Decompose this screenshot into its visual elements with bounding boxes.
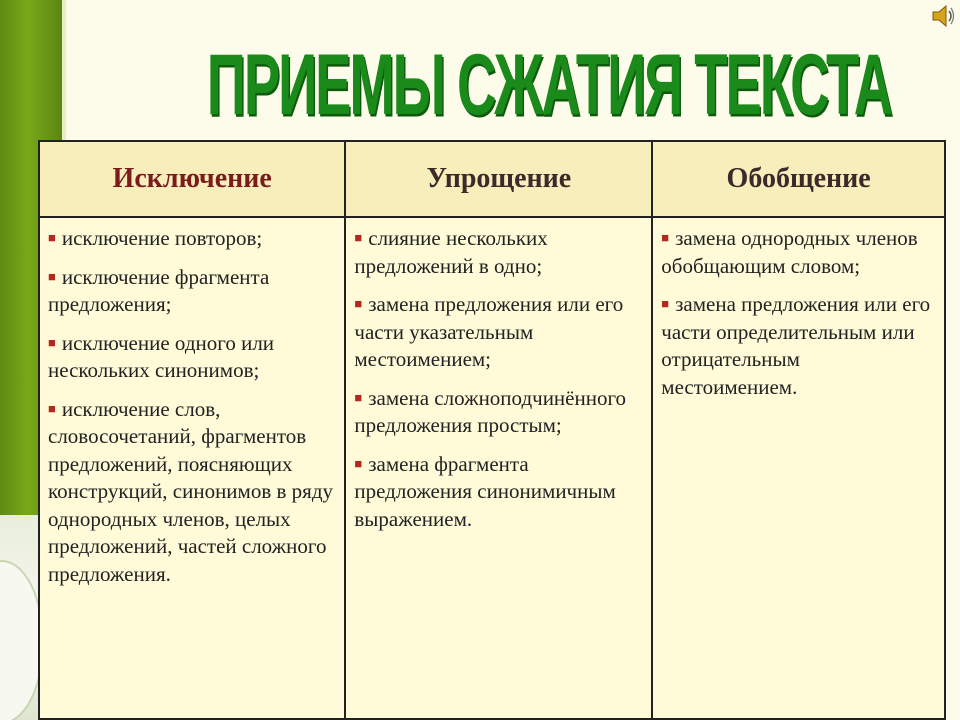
list-item-text: исключение фрагмента предложения; <box>48 264 270 316</box>
header-simplification: Упрощение <box>345 141 652 217</box>
column-exclusion <box>39 217 345 719</box>
square-bullet-icon: ■ <box>48 400 56 416</box>
list-item <box>354 224 643 280</box>
list-item-text: замена однородных членов обобщающим словом; <box>661 226 918 278</box>
header-generalization: Обобщение <box>652 141 945 217</box>
square-bullet-icon: ■ <box>354 455 363 471</box>
list-item <box>48 329 336 385</box>
list-item-text: слияние нескольких предложений в одно; <box>354 226 548 278</box>
square-bullet-icon: ■ <box>48 268 56 284</box>
slide-title: ПРИЕМЫ СЖАТИЯ ТЕКСТА <box>206 36 892 133</box>
speaker-icon[interactable] <box>930 2 956 30</box>
list-item-text: исключение слов, словосочетаний, фрагментов предложений, поясняющих конструкций, синонимов в ряду однородных членов, целых предложений, частей сложного предложения. <box>48 396 334 586</box>
square-bullet-icon: ■ <box>661 296 670 311</box>
header-exclusion: Исключение <box>39 141 345 217</box>
square-bullet-icon: ■ <box>354 296 363 311</box>
square-bullet-icon: ■ <box>48 334 56 350</box>
list-item-text: замена сложноподчинённого предложения простым; <box>354 385 627 437</box>
square-bullet-icon: ■ <box>354 389 363 405</box>
list-item <box>354 450 643 534</box>
square-bullet-icon: ■ <box>661 230 670 245</box>
list-item <box>354 384 643 440</box>
square-bullet-icon: ■ <box>48 230 56 245</box>
list-item <box>661 224 936 280</box>
list-item-text: замена фрагмента предложения синонимичным выражением. <box>354 451 616 531</box>
list-item <box>354 290 643 374</box>
list-item-text: замена предложения или его части указательным местоимением; <box>354 292 624 371</box>
list-item-text: исключение повторов; <box>61 226 263 250</box>
square-bullet-icon: ■ <box>354 230 363 245</box>
list-item <box>48 395 336 589</box>
list-item <box>661 290 936 401</box>
compression-techniques-table <box>38 140 946 720</box>
table-body-row <box>39 217 945 719</box>
list-item <box>48 224 336 253</box>
list-item-text: исключение одного или нескольких синонимов; <box>48 330 275 382</box>
list-item-text: замена предложения или его части определительным или отрицательным местоимением. <box>661 292 931 399</box>
list-item <box>48 263 336 319</box>
column-simplification <box>345 217 652 719</box>
table-header-row <box>39 141 945 217</box>
column-generalization <box>652 217 945 719</box>
